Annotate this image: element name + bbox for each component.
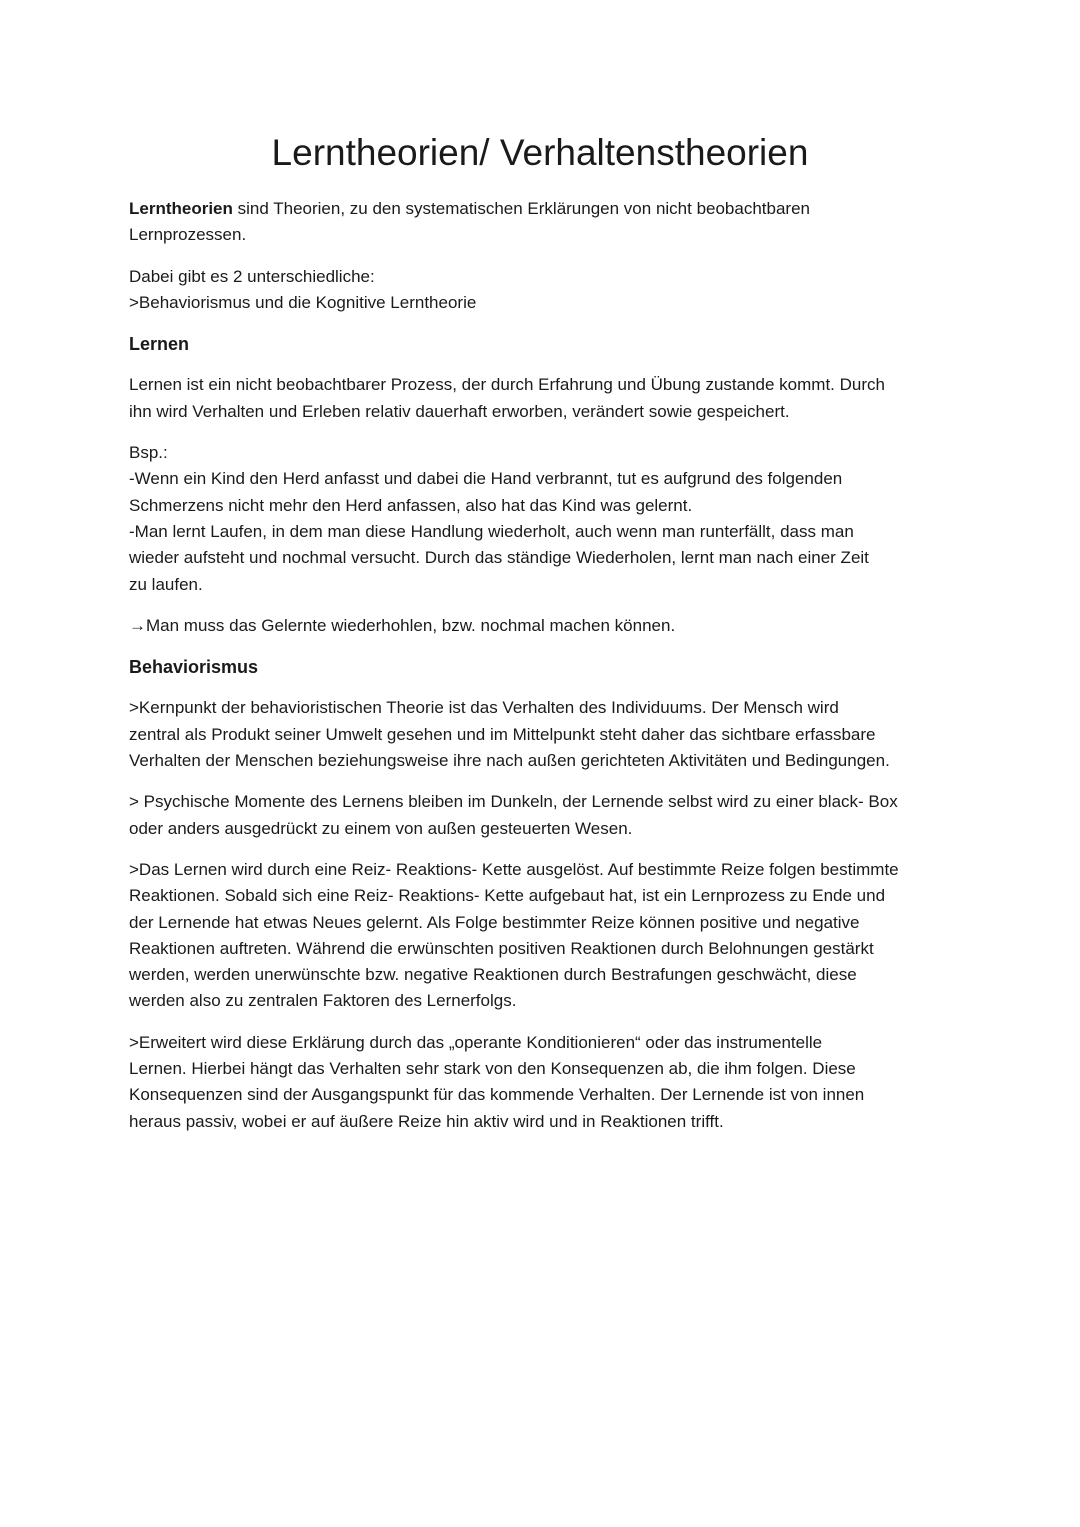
text-line: zentral als Produkt seiner Umwelt gesehen und im Mittelpunkt steht daher das sichtbare erfassbare <box>129 724 876 744</box>
behaviorismus-paragraph-3 <box>129 857 959 1015</box>
intro-text-1: sind Theorien, zu den systematischen Erklärungen von nicht beobachtbaren <box>232 199 811 218</box>
text-line: >Kernpunkt der behavioristischen Theorie ist das Verhalten des Individuums. Der Mensch wird <box>129 698 839 718</box>
text-line: Verhalten der Menschen beziehungsweise ihre nach außen gerichteten Aktivitäten und Bedingungen. <box>129 751 890 771</box>
page-title: Lerntheorien/ Verhaltenstheorien <box>271 132 809 173</box>
intro-line-1 <box>129 196 959 222</box>
examples-label: Bsp.: <box>129 443 168 463</box>
behaviorismus-heading: Behaviorismus <box>129 657 259 678</box>
text-line: > Psychische Momente des Lernens bleiben im Dunkeln, der Lernende selbst wird zu einer black- Box <box>129 792 898 812</box>
text-line: Reaktionen. Sobald sich eine Reiz- Reaktions- Kette aufgebaut hat, ist ein Lernprozess zu Ende und <box>129 886 886 906</box>
behaviorismus-paragraph-1 <box>129 695 959 774</box>
types-line-1: Dabei gibt es 2 unterschiedliche: <box>129 266 375 286</box>
text-line: wieder aufsteht und nochmal versucht. Durch das ständige Wiederholen, lernt man nach einer Zeit <box>129 548 869 568</box>
text-line: ihn wird Verhalten und Erleben relativ dauerhaft erworben, verändert sowie gespeichert. <box>129 401 790 421</box>
conclusion-line <box>129 613 959 639</box>
text-line: heraus passiv, wobei er auf äußere Reize hin aktiv wird und in Reaktionen trifft. <box>129 1111 724 1131</box>
text-line: Lernen. Hierbei hängt das Verhalten sehr stark von den Konsequenzen ab, die ihm folgen. Diese <box>129 1059 856 1079</box>
text-line: >Das Lernen wird durch eine Reiz- Reaktions- Kette ausgelöst. Auf bestimmte Reize folgen bestimmte <box>129 859 899 879</box>
text-line: Reaktionen auftreten. Während die erwünschten positiven Reaktionen durch Belohnungen gestärkt <box>129 938 874 958</box>
intro-term: Lerntheorien <box>129 199 233 218</box>
arrow-right-icon: → <box>129 615 146 635</box>
lernen-examples <box>129 440 959 598</box>
text-line: -Wenn ein Kind den Herd anfasst und dabei die Hand verbrannt, tut es aufgrund des folgenden <box>129 469 843 489</box>
text-line: oder anders ausgedrückt zu einem von außen gesteuerten Wesen. <box>129 818 633 838</box>
text-line: Lernen ist ein nicht beobachtbarer Prozess, der durch Erfahrung und Übung zustande kommt. Durch <box>129 375 885 395</box>
intro-line-2: Lernprozessen. <box>129 225 247 245</box>
text-line: >Erweitert wird diese Erklärung durch das „operante Konditionieren“ oder das instrumentelle <box>129 1032 823 1052</box>
conclusion-text: Man muss das Gelernte wiederhohlen, bzw. nochmal machen können. <box>146 615 676 635</box>
text-line: der Lernende hat etwas Neues gelernt. Als Folge bestimmter Reize können positive und negative <box>129 912 860 932</box>
types-paragraph <box>129 264 959 317</box>
text-line: werden also zu zentralen Faktoren des Lernerfolgs. <box>129 991 517 1011</box>
lernen-conclusion <box>129 613 959 639</box>
document-body <box>129 196 959 1150</box>
intro-paragraph <box>129 196 959 249</box>
text-line: zu laufen. <box>129 574 203 594</box>
behaviorismus-paragraph-4 <box>129 1030 959 1135</box>
text-line: -Man lernt Laufen, in dem man diese Handlung wiederholt, auch wenn man runterfällt, dass man <box>129 521 854 541</box>
text-line: Schmerzens nicht mehr den Herd anfassen, also hat das Kind was gelernt. <box>129 495 693 515</box>
text-line: werden, werden unerwünschte bzw. negative Reaktionen durch Bestrafungen geschwächt, diese <box>129 965 857 985</box>
types-line-2: >Behaviorismus und die Kognitive Lerntheorie <box>129 292 477 312</box>
text-line: Konsequenzen sind der Ausgangspunkt für das kommende Verhalten. Der Lernende ist von innen <box>129 1085 865 1105</box>
lernen-heading: Lernen <box>129 334 190 355</box>
lernen-definition <box>129 372 959 425</box>
behaviorismus-paragraph-2 <box>129 789 959 842</box>
